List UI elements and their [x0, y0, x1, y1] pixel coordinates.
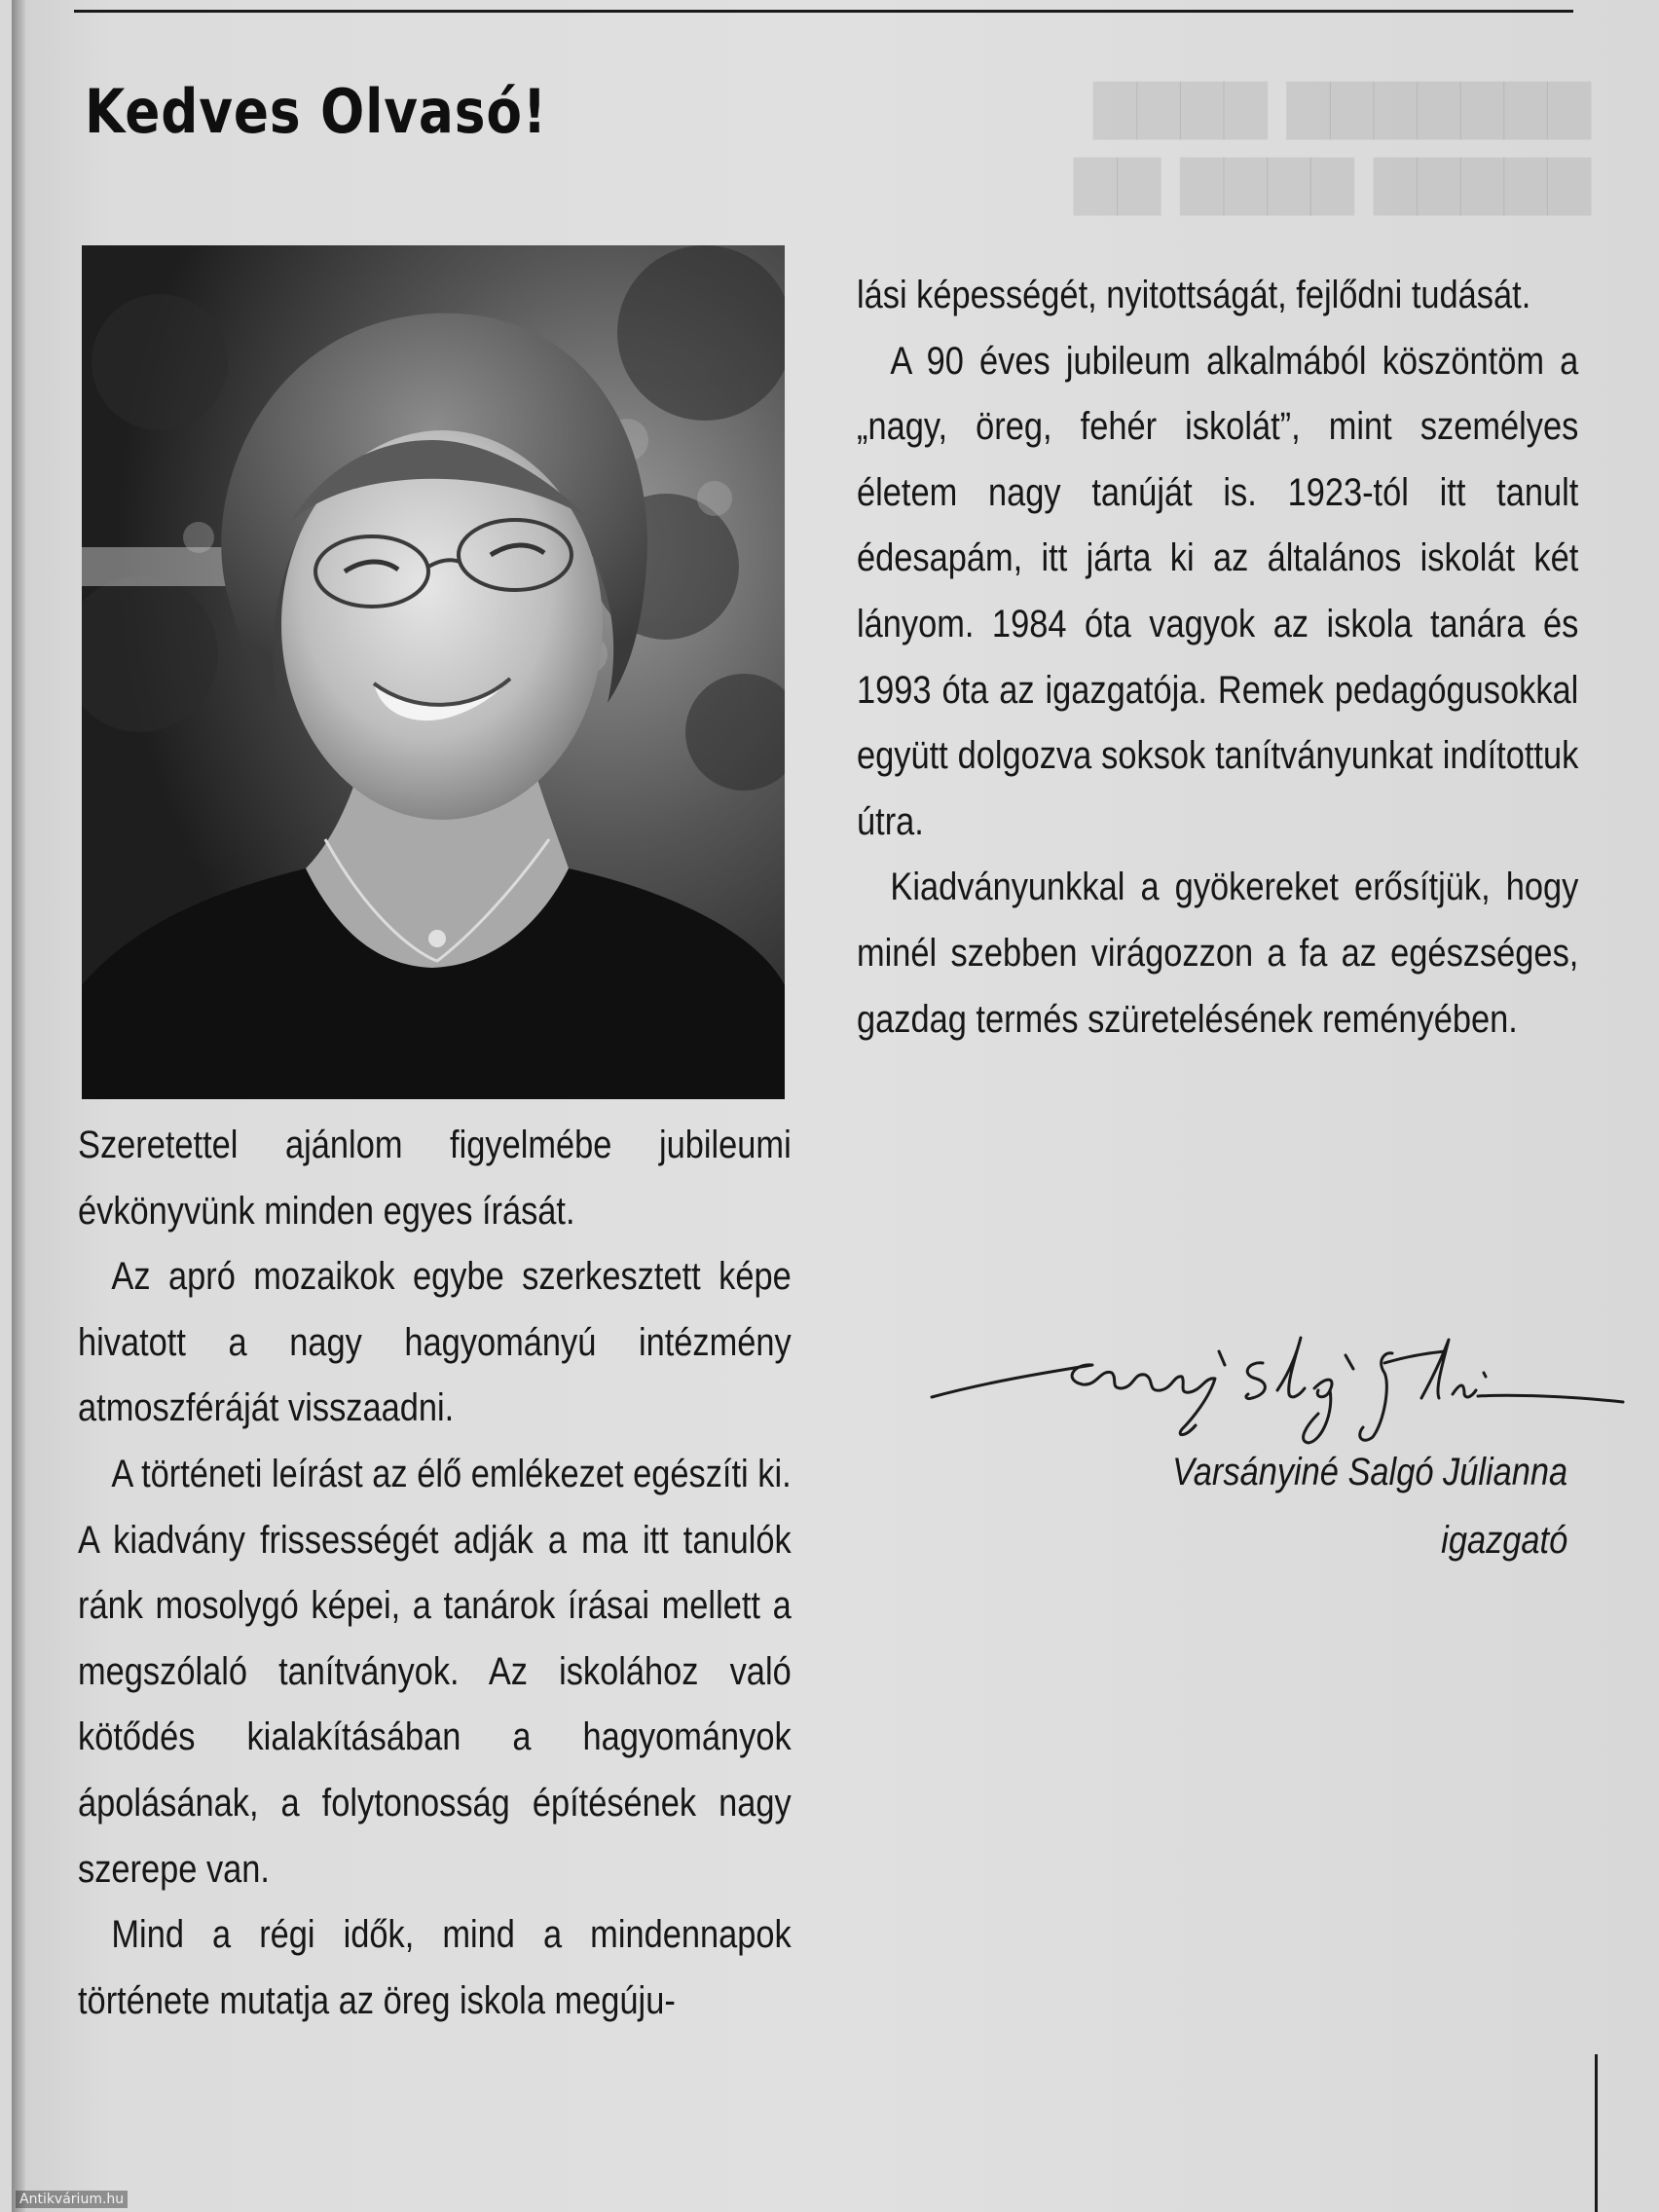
paragraph: Mind a régi idők, mind a mindennapok története mutatja az öreg iskola megúju- [78, 1913, 792, 2022]
paragraph: A 90 éves jubileum alkalmából köszöntöm a „nagy, öreg, fehér iskolát”, mint személyes életem nagy tanúját is. 1923-tól itt tanult édesapám, itt járta ki az általános iskolát két lányom. 1984 óta vagyok az iskola tanára és 1993 óta az igazgatója. Remek pedagógusokkal együtt dolgozva soksok tanítványunkat indítottuk útra. [857, 339, 1579, 843]
watermark: Antikvárium.hu [16, 2191, 128, 2208]
page-title: Kedves Olvasó! [85, 76, 548, 147]
signatory-name: Varsányiné Salgó Júlianna [1171, 1451, 1567, 1493]
signatory-role: igazgató [1440, 1519, 1567, 1562]
paragraph: Szeretettel ajánlom figyelmébe jubileumi évkönyvünk minden egyes írását. [78, 1124, 792, 1233]
right-rule [1595, 2054, 1598, 2212]
binding-shadow [12, 0, 25, 2212]
paragraph: lási képességét, nyitottságát, fejlődni tudását. [857, 274, 1531, 316]
page [12, 0, 1659, 2212]
top-rule [74, 10, 1573, 13]
paragraph: A történeti leírást az élő emlékezet egészíti ki. A kiadvány frissességét adják a ma itt tanulók ránk mosolygó képei, a tanárok írásai mellett a megszólaló tanítványok. Az iskolához való kötődés kialakításában a hagyományok ápolásának, a folytonosság építésének nagy szerepe van. [78, 1452, 792, 1891]
left-text-column [78, 1113, 792, 2034]
portrait-photo [82, 245, 785, 1099]
bleed-through-text: ▇▇▇▇ ▇▇▇▇▇▇▇ ▇▇ ▇▇▇▇ ▇▇▇▇▇ [1073, 73, 1591, 215]
paragraph: Az apró mozaikok egybe szerkesztett képe hivatott a nagy hagyományú intézmény atmoszféráját visszaadni. [78, 1255, 792, 1430]
right-text-column [857, 263, 1579, 1052]
paragraph: Kiadványunkkal a gyökereket erősítjük, hogy minél szebben virágozzon a fa az egészséges, gazdag termés szüretelésének reményében. [857, 866, 1579, 1041]
handwritten-signature [927, 1305, 1628, 1451]
